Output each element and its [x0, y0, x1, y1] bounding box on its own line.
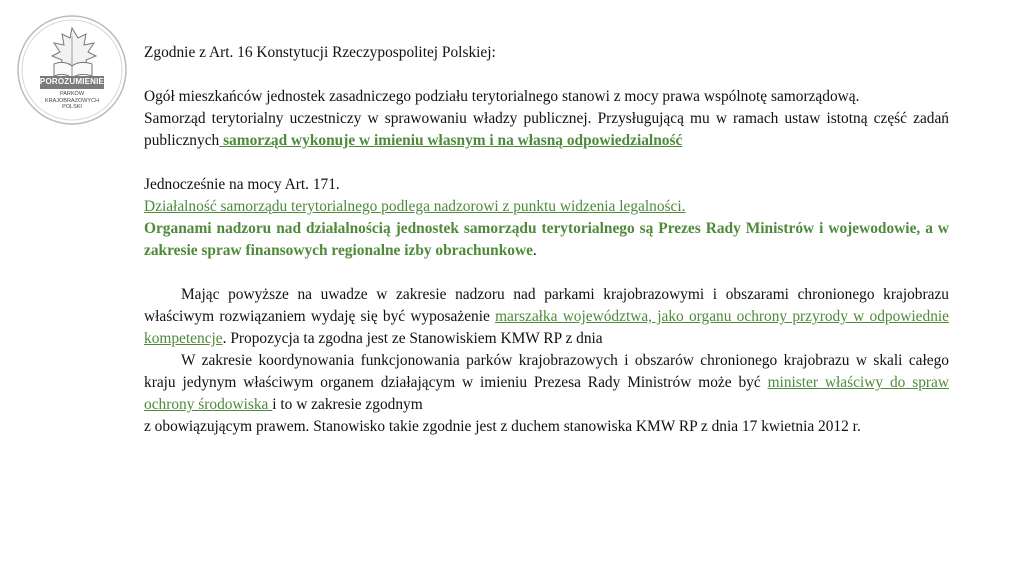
logo-line-4: POLSKI [62, 104, 82, 110]
paragraph-7-highlight: marszałka województwa, jako organu ochrony przyrody w odpowiednie kompetencje [144, 308, 949, 347]
paragraph-6-highlight: Organami nadzoru nad działalnością jednostek samorządu terytorialnego są Prezes Rady Ministrów i wojewodowie, a w zakresie spraw finansowych regionalne izby obrachunkowe [144, 220, 949, 259]
document-body [144, 42, 949, 438]
paragraph-3 [144, 108, 949, 152]
paragraph-3-highlight: samorząd wykonuje w imieniu własnym i na własną odpowiedzialność [219, 132, 683, 149]
paragraph-8 [144, 350, 949, 416]
paragraph-3-text: Samorząd terytorialny uczestniczy w sprawowaniu władzy publicznej. Przysługującą mu w ramach ustaw istotną część zadań publicznych [144, 110, 949, 149]
paragraph-7 [144, 284, 949, 350]
paragraph-9: z obowiązującym prawem. Stanowisko takie zgodnie jest z duchem stanowiska KMW RP z dnia 17 kwietnia 2012 r. [144, 418, 861, 435]
paragraph-1: Zgodnie z Art. 16 Konstytucji Rzeczypospolitej Polskiej: [144, 44, 496, 61]
logo-line-3: KRAJOBRAZOWYCH [44, 97, 100, 104]
logo-title: POROZUMIENIE [39, 77, 105, 86]
paragraph-5: Działalność samorządu terytorialnego podlega nadzorowi z punktu widzenia legalności. [144, 198, 686, 215]
paragraph-8-end: i to w zakresie zgodnym [272, 396, 423, 413]
paragraph-6 [144, 218, 949, 262]
paragraph-7-end: . Propozycja ta zgodna jest ze Stanowiskiem KMW RP z dnia [222, 330, 603, 347]
logo-line-2: PARKÓW [59, 91, 85, 97]
paragraph-8-highlight: minister właściwy do spraw ochrony środowiska [144, 374, 949, 413]
paragraph-4: Jednocześnie na mocy Art. 171. [144, 176, 340, 193]
paragraph-8-text: W zakresie koordynowania funkcjonowania parków krajobrazowych i obszarów chronionego krajobrazu w skali całego kraju jedynym właściwym organem działającym w imieniu Prezesa Rady Ministrów może być [144, 352, 949, 391]
logo-subtitle [16, 91, 128, 111]
paragraph-6-end: . [532, 242, 537, 259]
logo [16, 14, 128, 126]
paragraph-2: Ogół mieszkańców jednostek zasadniczego podziału terytorialnego stanowi z mocy prawa wspólnotę samorządową. [144, 88, 860, 105]
paragraph-7-text: Mając powyższe na uwadze w zakresie nadzoru nad parkami krajobrazowymi i obszarami chronionego krajobrazu właściwym rozwiązaniem wydaję się być wyposażenie [144, 286, 949, 325]
